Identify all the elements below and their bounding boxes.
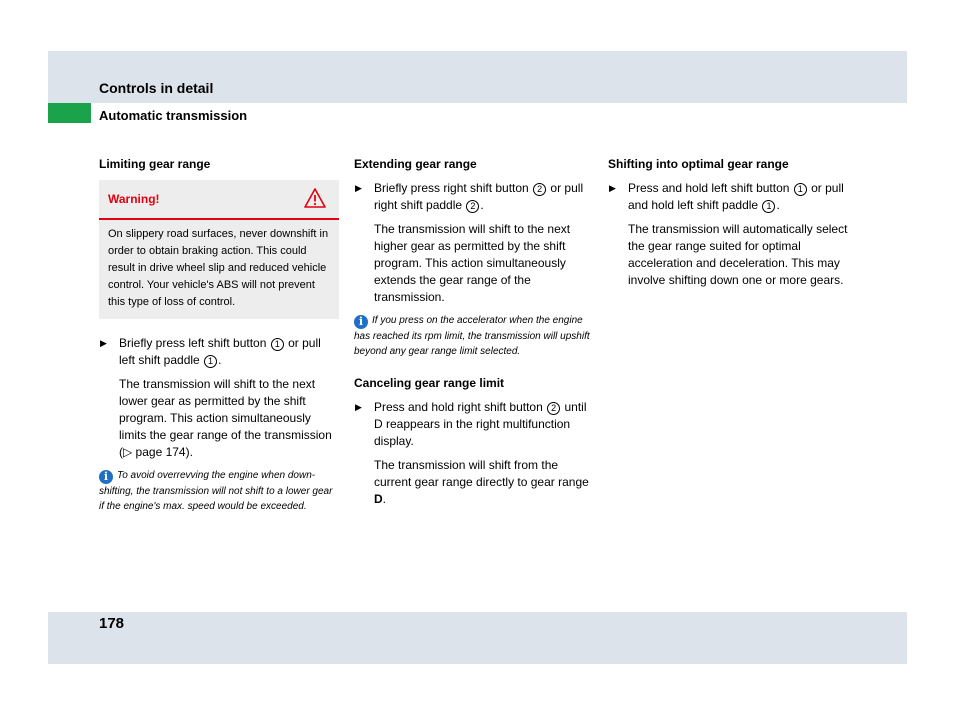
info-icon: i: [99, 470, 113, 484]
circled-number-icon: 2: [547, 402, 560, 415]
info-icon: i: [354, 315, 368, 329]
result-paragraph: The transmission will shift to the next lower gear as permitted by the shift program. This action simultaneously limits the gear range of the transmission (▷ page 174).: [119, 377, 332, 459]
heading-extending-gear-range: Extending gear range: [354, 157, 477, 171]
step-text: or pull left shift paddle: [119, 336, 321, 367]
warning-header: [99, 180, 339, 220]
subsection-title: Automatic transmission: [99, 108, 248, 123]
circled-number-icon: 1: [271, 338, 284, 351]
step-text: Briefly press right shift button: [374, 181, 529, 195]
instruction-step: [99, 335, 339, 369]
warning-triangle-icon: [304, 188, 326, 208]
step-text: Press and hold left shift button: [628, 181, 790, 195]
section-tab-marker: [48, 103, 91, 123]
heading-limiting-gear-range: Limiting gear range: [99, 157, 211, 171]
column-optimal-gear-range: [608, 156, 848, 296]
result-paragraph: [354, 457, 594, 508]
result-paragraph: The transmission will automatically select the gear range suited for optimal acceleration and deceleration. This may involve shifting down one or more gears.: [628, 222, 848, 287]
column-extending-gear-range: [354, 156, 594, 515]
step-text: .: [480, 198, 484, 212]
section-title: Controls in detail: [99, 80, 214, 96]
note-text: To avoid overrevving the engine when downshifting, the transmission will not shift to a lower gear if the engine's max. speed would be exceeded.: [99, 470, 333, 512]
circled-number-icon: 1: [204, 355, 217, 368]
instruction-step: [354, 399, 594, 450]
step-text: .: [218, 353, 222, 367]
bullet-triangle-icon: ▶: [609, 183, 616, 193]
paragraph-text: .: [382, 492, 387, 506]
warning-text: On slippery road surfaces, never downshift in order to obtain braking action. This could result in drive wheel slip and reduced vehicle control. Your vehicle's ABS will not prevent this type of loss of control.: [108, 228, 329, 308]
step-text: .: [776, 198, 780, 212]
result-paragraph: The transmission will shift to the next higher gear as permitted by the shift program. This action simultaneously extends the gear range of the transmission.: [374, 222, 571, 304]
step-text: Press and hold right shift button: [374, 400, 543, 414]
heading-optimal-gear-range: Shifting into optimal gear range: [608, 157, 789, 171]
note-text: If you press on the accelerator when the engine has reached its rpm limit, the transmission will upshift beyond any gear range limit selected.: [354, 315, 590, 357]
bullet-triangle-icon: ▶: [355, 402, 362, 412]
instruction-step: [354, 180, 594, 214]
circled-number-icon: 2: [533, 183, 546, 196]
step-text: or pull and hold left shift paddle: [628, 181, 844, 212]
instruction-step: [608, 180, 848, 214]
page-number: 178: [99, 615, 125, 632]
step-text: or pull right shift paddle: [374, 181, 584, 212]
bullet-triangle-icon: ▶: [355, 183, 362, 193]
gear-range-label: D: [374, 492, 383, 506]
footer-band: [48, 612, 907, 664]
info-note: [354, 313, 594, 359]
warning-label: Warning!: [108, 192, 160, 206]
bullet-triangle-icon: ▶: [100, 338, 107, 348]
step-text: Briefly press left shift button: [119, 336, 267, 350]
paragraph-text: The transmission will shift from the current gear range directly to gear range: [374, 458, 589, 489]
circled-number-icon: 2: [466, 200, 479, 213]
heading-canceling-gear-range-limit: Canceling gear range limit: [354, 376, 505, 390]
warning-box: [99, 180, 339, 319]
step-text: until D reappears in the right multifunction display.: [374, 400, 587, 448]
column-limiting-gear-range: [99, 156, 339, 520]
circled-number-icon: 1: [794, 183, 807, 196]
circled-number-icon: 1: [762, 200, 775, 213]
info-note: [99, 468, 339, 514]
